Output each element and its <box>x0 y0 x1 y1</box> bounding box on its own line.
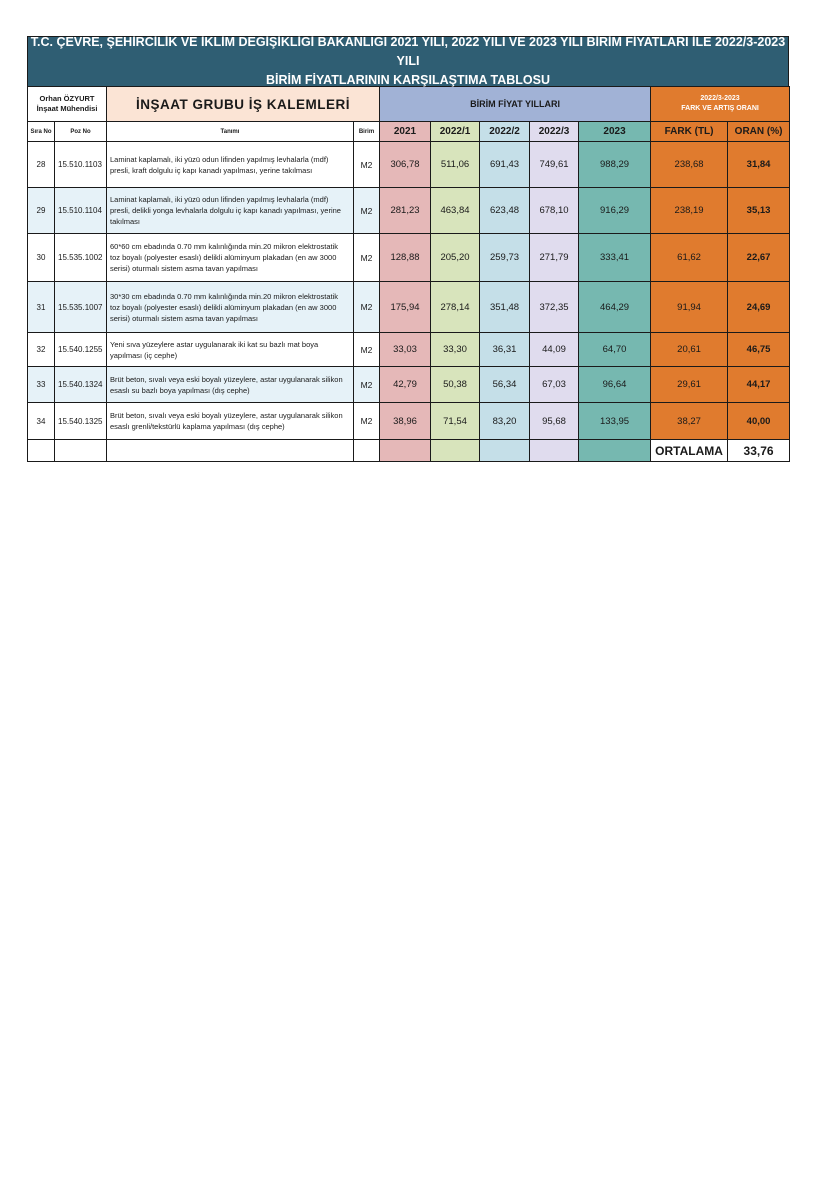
table-row <box>28 333 790 367</box>
cell-sira: 34 <box>28 403 55 440</box>
cell-2021: 306,78 <box>380 142 431 188</box>
cell-2022-3: 749,61 <box>530 142 579 188</box>
empty-cell <box>480 440 530 462</box>
cell-sira: 33 <box>28 367 55 403</box>
cell-2023: 333,41 <box>579 234 651 282</box>
average-label: ORTALAMA <box>651 440 728 462</box>
cell-sira: 32 <box>28 333 55 367</box>
average-value: 33,76 <box>728 440 790 462</box>
cell-poz: 15.540.1324 <box>55 367 107 403</box>
empty-cell <box>431 440 480 462</box>
cell-fark: 61,62 <box>651 234 728 282</box>
cell-oran: 22,67 <box>728 234 790 282</box>
cell-2022-1: 278,14 <box>431 282 480 333</box>
header-row-2 <box>28 122 790 142</box>
cell-2022-2: 623,48 <box>480 188 530 234</box>
cell-poz: 15.540.1325 <box>55 403 107 440</box>
cell-2023: 96,64 <box>579 367 651 403</box>
cell-2022-1: 511,06 <box>431 142 480 188</box>
cell-fark: 91,94 <box>651 282 728 333</box>
author-role: İnşaat Mühendisi <box>36 104 98 113</box>
footer-row <box>28 440 790 462</box>
cell-2022-2: 36,31 <box>480 333 530 367</box>
cell-poz: 15.535.1007 <box>55 282 107 333</box>
cell-2021: 38,96 <box>380 403 431 440</box>
cell-birim: M2 <box>354 142 380 188</box>
cell-desc: Laminat kaplamalı, iki yüzü odun lifinden yapılmış levhalarla (mdf) presli, delikli yonga levhalarla dolgulu iç kapı kanadı yapılması, yerine takılması <box>107 188 354 234</box>
cell-fark: 20,61 <box>651 333 728 367</box>
cell-fark: 238,19 <box>651 188 728 234</box>
cell-oran: 24,69 <box>728 282 790 333</box>
cell-2023: 64,70 <box>579 333 651 367</box>
col-header-2021: 2021 <box>380 122 431 142</box>
author-name: Orhan ÖZYURT <box>39 94 95 103</box>
cell-desc: Yeni sıva yüzeylere astar uygulanarak iki kat su bazlı mat boya yapılması (iç cephe) <box>107 333 354 367</box>
cell-2022-1: 71,54 <box>431 403 480 440</box>
table-row <box>28 188 790 234</box>
diff-title-line-2: FARK VE ARTIŞ ORANI <box>681 105 759 112</box>
cell-sira: 30 <box>28 234 55 282</box>
years-title: BİRİM FİYAT YILLARI <box>380 87 651 122</box>
col-header-sira: Sıra No <box>28 122 55 142</box>
cell-2022-3: 271,79 <box>530 234 579 282</box>
price-table <box>27 86 790 462</box>
cell-2023: 988,29 <box>579 142 651 188</box>
title-line-2: BİRİM FİYATLARININ KARŞILAŞTIMA TABLOSU <box>265 73 550 87</box>
cell-2023: 916,29 <box>579 188 651 234</box>
table-row <box>28 234 790 282</box>
col-header-2022-2: 2022/2 <box>480 122 530 142</box>
cell-desc: Brüt beton, sıvalı veya eski boyalı yüzeylere, astar uygulanarak silikon esaslı su bazlı boya yapılması (dış cephe) <box>107 367 354 403</box>
cell-fark: 38,27 <box>651 403 728 440</box>
cell-2021: 33,03 <box>380 333 431 367</box>
cell-2022-2: 56,34 <box>480 367 530 403</box>
cell-sira: 29 <box>28 188 55 234</box>
col-header-2022-1: 2022/1 <box>431 122 480 142</box>
cell-2023: 464,29 <box>579 282 651 333</box>
cell-poz: 15.535.1002 <box>55 234 107 282</box>
cell-2023: 133,95 <box>579 403 651 440</box>
cell-birim: M2 <box>354 403 380 440</box>
cell-oran: 31,84 <box>728 142 790 188</box>
table-row <box>28 403 790 440</box>
cell-2021: 42,79 <box>380 367 431 403</box>
cell-sira: 28 <box>28 142 55 188</box>
cell-2022-3: 678,10 <box>530 188 579 234</box>
cell-oran: 35,13 <box>728 188 790 234</box>
col-header-oran: ORAN (%) <box>728 122 790 142</box>
cell-2022-1: 463,84 <box>431 188 480 234</box>
group-title: İNŞAAT GRUBU İŞ KALEMLERİ <box>107 87 380 122</box>
cell-2022-3: 372,35 <box>530 282 579 333</box>
cell-poz: 15.540.1255 <box>55 333 107 367</box>
cell-fark: 29,61 <box>651 367 728 403</box>
cell-2022-1: 50,38 <box>431 367 480 403</box>
col-header-fark: FARK (TL) <box>651 122 728 142</box>
comparison-sheet <box>27 36 789 462</box>
empty-cell <box>380 440 431 462</box>
cell-desc: 60*60 cm ebadında 0.70 mm kalınlığında min.20 mikron elektrostatik toz boyalı (polyester esaslı) delikli alüminyum plakadan (en aw 3000 serisi) oturmalı sistem asma tavan yapılması <box>107 234 354 282</box>
empty-cell <box>28 440 55 462</box>
diff-title-line-1: 2022/3-2023 <box>700 95 740 102</box>
cell-desc: Brüt beton, sıvalı veya eski boyalı yüzeylere, astar uygulanarak silikon esaslı grenli/tekstürlü kaplama yapılması (dış cephe) <box>107 403 354 440</box>
cell-2022-1: 205,20 <box>431 234 480 282</box>
cell-desc: Laminat kaplamalı, iki yüzü odun lifinden yapılmış levhalarla (mdf) presli, kraft dolgulu iç kapı kanadı yapılması, yerine takılması <box>107 142 354 188</box>
cell-2021: 128,88 <box>380 234 431 282</box>
cell-2021: 175,94 <box>380 282 431 333</box>
cell-oran: 46,75 <box>728 333 790 367</box>
cell-oran: 40,00 <box>728 403 790 440</box>
col-header-2023: 2023 <box>579 122 651 142</box>
header-row-1 <box>28 87 790 122</box>
table-row <box>28 282 790 333</box>
cell-desc: 30*30 cm ebadında 0.70 mm kalınlığında min.20 mikron elektrostatik toz boyalı (polyester esaslı) delikli alüminyum plakadan (en aw 3000 serisi) oturmalı sistem asma tavan yapılması <box>107 282 354 333</box>
title-line-1: T.C. ÇEVRE, ŞEHİRCİLİK VE İKLİM DEĞİŞİKLİĞİ BAKANLIĞI 2021 YILI, 2022 YILI VE 2023 YILI BİRİM FİYATLARI İLE 2022/3-2023 YILI <box>30 35 786 68</box>
table-row <box>28 142 790 188</box>
cell-2022-3: 44,09 <box>530 333 579 367</box>
author-cell <box>28 87 107 122</box>
cell-2022-3: 95,68 <box>530 403 579 440</box>
cell-oran: 44,17 <box>728 367 790 403</box>
empty-cell <box>530 440 579 462</box>
cell-birim: M2 <box>354 234 380 282</box>
cell-birim: M2 <box>354 188 380 234</box>
cell-2022-2: 259,73 <box>480 234 530 282</box>
col-header-2022-3: 2022/3 <box>530 122 579 142</box>
empty-cell <box>579 440 651 462</box>
cell-2022-1: 33,30 <box>431 333 480 367</box>
cell-birim: M2 <box>354 333 380 367</box>
cell-birim: M2 <box>354 367 380 403</box>
cell-fark: 238,68 <box>651 142 728 188</box>
diff-title <box>651 87 790 122</box>
table-row <box>28 367 790 403</box>
cell-2022-2: 691,43 <box>480 142 530 188</box>
cell-birim: M2 <box>354 282 380 333</box>
cell-sira: 31 <box>28 282 55 333</box>
col-header-tanim: Tanımı <box>107 122 354 142</box>
cell-poz: 15.510.1104 <box>55 188 107 234</box>
cell-2022-2: 351,48 <box>480 282 530 333</box>
sheet-title <box>27 36 789 86</box>
cell-2021: 281,23 <box>380 188 431 234</box>
col-header-poz: Poz No <box>55 122 107 142</box>
empty-cell <box>107 440 354 462</box>
cell-poz: 15.510.1103 <box>55 142 107 188</box>
empty-cell <box>55 440 107 462</box>
cell-2022-2: 83,20 <box>480 403 530 440</box>
cell-2022-3: 67,03 <box>530 367 579 403</box>
col-header-birim: Birim <box>354 122 380 142</box>
empty-cell <box>354 440 380 462</box>
